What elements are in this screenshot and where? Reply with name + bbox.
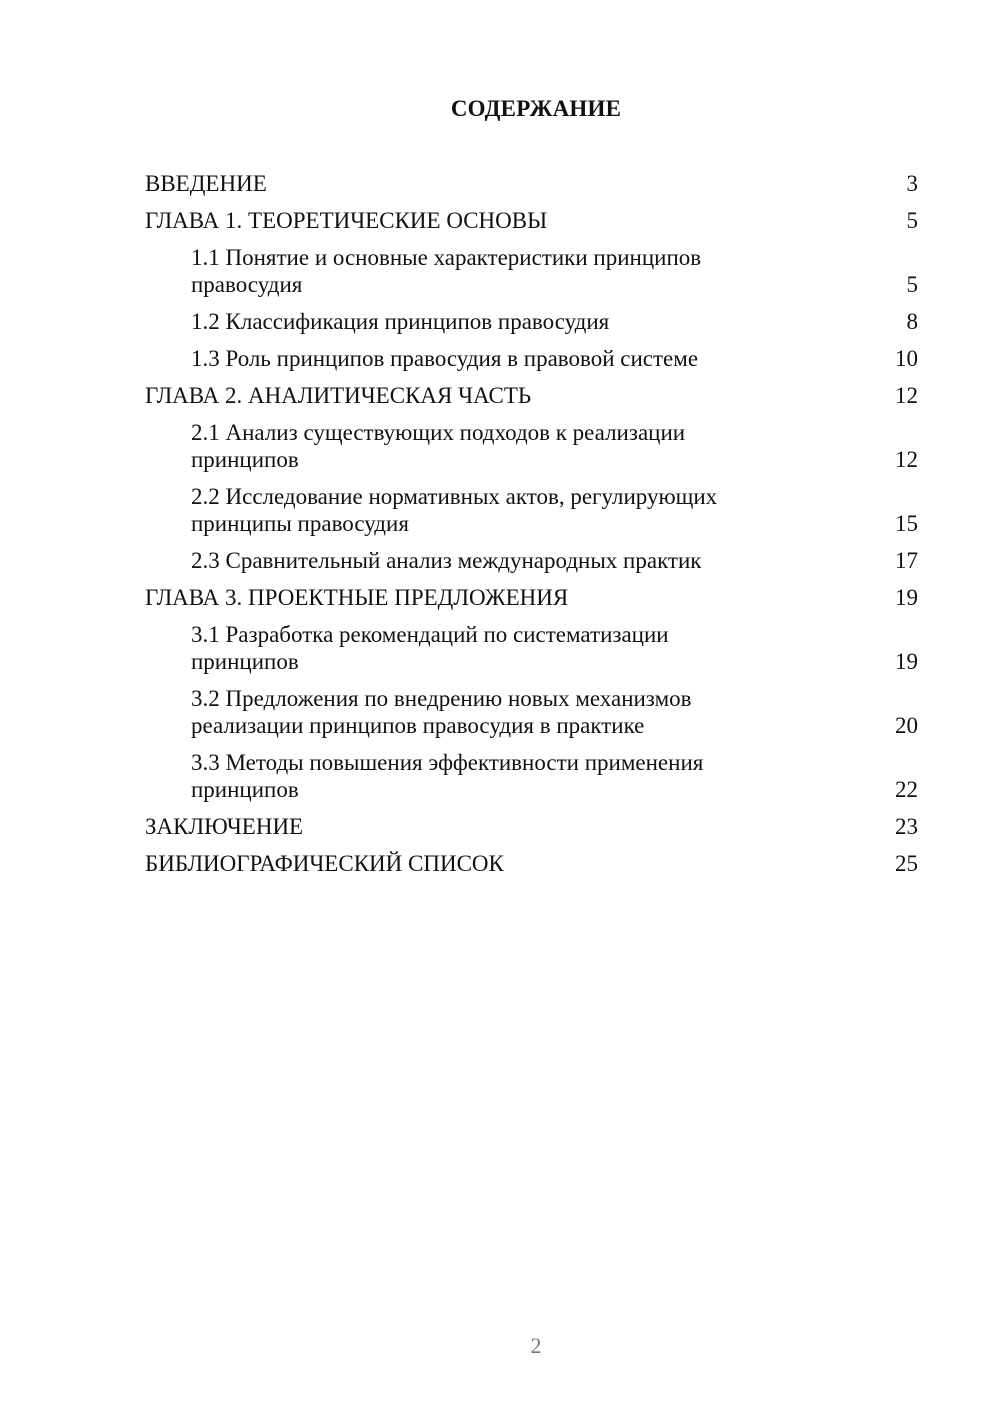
toc-entry-label: ЗАКЛЮЧЕНИЕ <box>145 814 304 839</box>
toc-entry[interactable] <box>145 749 918 803</box>
toc-entry[interactable] <box>145 207 918 234</box>
toc-entry-page: 3 <box>906 171 918 196</box>
table-of-contents <box>145 170 918 887</box>
toc-entry[interactable] <box>145 345 918 372</box>
toc-entry-label: 2.2 Исследование нормативных актов, регулирующих принципы правосудия <box>191 484 718 536</box>
toc-entry-page: 5 <box>906 208 918 233</box>
toc-entry-page: 12 <box>895 447 918 472</box>
toc-entry-page: 25 <box>895 851 918 876</box>
toc-entry-page: 15 <box>895 511 918 536</box>
toc-entry-page: 12 <box>895 383 918 408</box>
toc-entry-page: 5 <box>906 272 918 297</box>
toc-title: СОДЕРЖАНИЕ <box>450 96 622 121</box>
toc-entry[interactable] <box>145 483 918 537</box>
toc-entry[interactable] <box>145 547 918 574</box>
toc-entry-label: 2.3 Сравнительный анализ международных практик <box>191 548 702 573</box>
toc-entry[interactable] <box>145 244 918 298</box>
toc-entry-label: 1.2 Классификация принципов правосудия <box>191 309 610 334</box>
toc-entry[interactable] <box>145 685 918 739</box>
toc-entry-label: 2.1 Анализ существующих подходов к реализации принципов <box>191 420 686 472</box>
toc-entry[interactable] <box>145 850 918 877</box>
toc-entry-label: БИБЛИОГРАФИЧЕСКИЙ СПИСОК <box>145 851 504 876</box>
toc-entry-page: 22 <box>895 777 918 802</box>
toc-entry-page: 19 <box>895 585 918 610</box>
toc-entry-label: ГЛАВА 1. ТЕОРЕТИЧЕСКИЕ ОСНОВЫ <box>145 208 548 233</box>
toc-entry[interactable] <box>145 813 918 840</box>
toc-entry-page: 8 <box>906 309 918 334</box>
toc-entry[interactable] <box>145 170 918 197</box>
toc-entry-page: 10 <box>895 346 918 371</box>
toc-entry-label: ВВЕДЕНИЕ <box>145 171 267 196</box>
toc-entry-label: 1.1 Понятие и основные характеристики принципов правосудия <box>191 245 702 297</box>
toc-entry-label: 3.3 Методы повышения эффективности применения принципов <box>191 750 704 802</box>
toc-entry-label: 1.3 Роль принципов правосудия в правовой системе <box>191 346 699 371</box>
toc-entry-page: 17 <box>895 548 918 573</box>
toc-entry-page: 19 <box>895 649 918 674</box>
toc-entry-label: 3.2 Предложения по внедрению новых механизмов реализации принципов правосудия в практике <box>191 686 692 738</box>
toc-entry-page: 20 <box>895 713 918 738</box>
toc-entry[interactable] <box>145 584 918 611</box>
page-number: 2 <box>530 1333 542 1358</box>
toc-entry[interactable] <box>145 419 918 473</box>
toc-entry-label: ГЛАВА 3. ПРОЕКТНЫЕ ПРЕДЛОЖЕНИЯ <box>145 585 569 610</box>
toc-entry-page: 23 <box>895 814 918 839</box>
toc-entry[interactable] <box>145 308 918 335</box>
toc-entry[interactable] <box>145 382 918 409</box>
toc-entry-label: 3.1 Разработка рекомендаций по систематизации принципов <box>191 622 669 674</box>
toc-entry[interactable] <box>145 621 918 675</box>
toc-entry-label: ГЛАВА 2. АНАЛИТИЧЕСКАЯ ЧАСТЬ <box>145 383 532 408</box>
